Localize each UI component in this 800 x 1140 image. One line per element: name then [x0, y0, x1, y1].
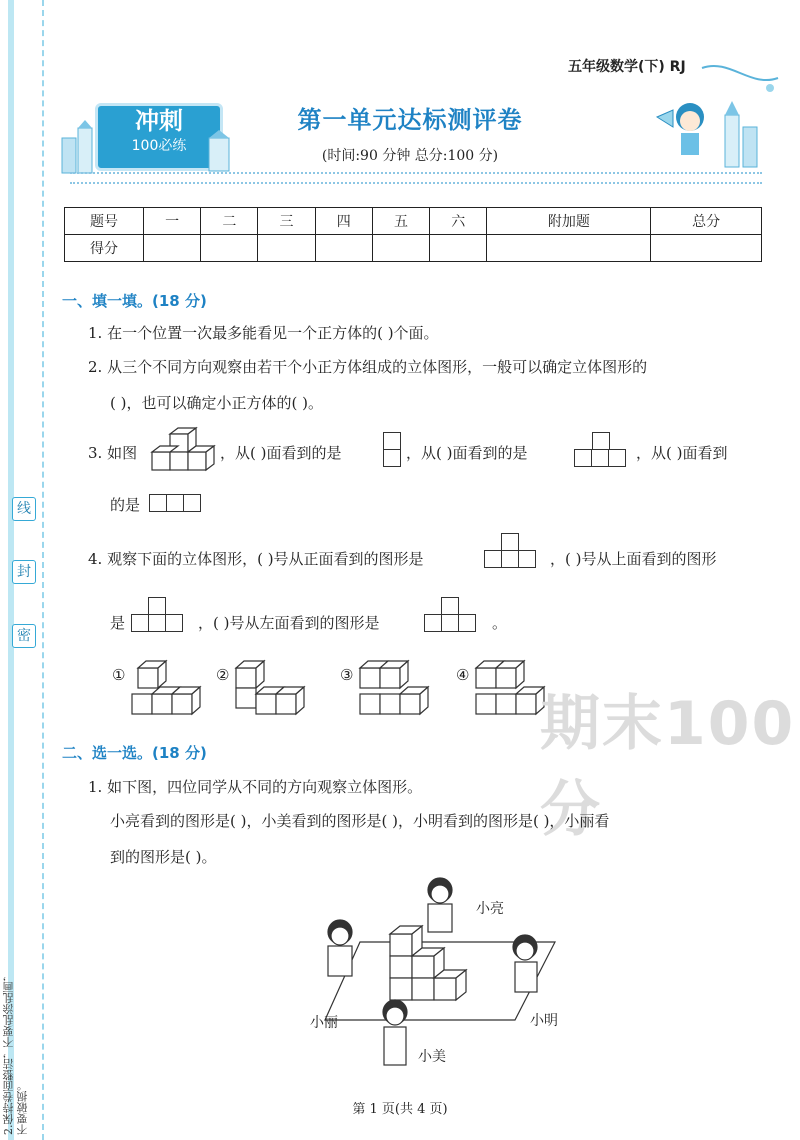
question-4-part: ，( )号从左面看到的图形是	[198, 614, 380, 632]
table-cell: 二	[201, 208, 258, 235]
label-xiaomei: 小美	[418, 1049, 446, 1065]
score-input-cell[interactable]	[430, 235, 487, 262]
label-xiaoliang: 小亮	[476, 901, 504, 917]
score-input-cell[interactable]	[201, 235, 258, 262]
question-3-intro: 3. 如图	[88, 444, 138, 462]
page-title: 第一单元达标测评卷	[297, 106, 523, 134]
seal-char: 封	[12, 560, 36, 584]
binding-strip	[0, 0, 44, 1140]
building-icon	[58, 120, 98, 175]
question-4-part: 是	[110, 614, 126, 632]
cube-figure-2	[232, 656, 322, 721]
question-3-part: ，从( )面看到的是	[406, 444, 528, 462]
exam-meta: (时间:90 分钟 总分:100 分)	[321, 148, 499, 164]
score-input-cell[interactable]	[487, 235, 651, 262]
binding-note: 2.保持卷面整洁，不要乱涂乱画，不要破损。	[2, 970, 29, 1135]
section-heading: 二、选一选。(18 分)	[62, 744, 207, 762]
score-input-cell[interactable]	[258, 235, 315, 262]
observation-illustration	[300, 872, 580, 1072]
view-shape-figure	[384, 432, 401, 467]
figure-number: ③	[340, 666, 354, 684]
score-table	[64, 207, 762, 262]
figure-number: ②	[216, 666, 230, 684]
swirl-decoration-icon	[700, 58, 780, 98]
table-cell: 三	[258, 208, 315, 235]
badge-title: 冲刺	[135, 107, 183, 135]
view-shape-figure	[485, 533, 536, 568]
question-1: 1. 在一个位置一次最多能看见一个正方体的( )个面。	[88, 324, 439, 342]
child-with-megaphone-icon	[655, 95, 770, 175]
series-badge	[95, 103, 223, 171]
grade-label: 五年级数学(下) RJ	[568, 59, 686, 75]
cube-stack-figure	[148, 426, 218, 476]
figure-number: ①	[112, 666, 126, 684]
question-2-line1: 2. 从三个不同方向观察由若干个小正方体组成的立体图形，一般可以确定立体图形的	[88, 358, 648, 376]
question-3-part: 的是	[110, 496, 141, 514]
table-row	[65, 235, 762, 262]
figure-number: ④	[456, 666, 470, 684]
table-cell: 一	[144, 208, 201, 235]
table-cell: 五	[372, 208, 429, 235]
table-cell: 总分	[651, 208, 762, 235]
table-cell: 得分	[65, 235, 144, 262]
cube-figure-3	[356, 656, 446, 721]
question-1-line3: 到的图形是( )。	[110, 848, 217, 866]
table-cell: 四	[315, 208, 372, 235]
view-shape-figure	[132, 597, 183, 632]
question-1-line1: 1. 如下图，四位同学从不同的方向观察立体图形。	[88, 778, 423, 796]
section-heading: 一、填一填。(18 分)	[62, 292, 207, 310]
score-input-cell[interactable]	[144, 235, 201, 262]
table-cell: 附加题	[487, 208, 651, 235]
score-input-cell[interactable]	[372, 235, 429, 262]
question-4-part: 。	[492, 614, 508, 632]
table-cell: 六	[430, 208, 487, 235]
page-footer: 第 1 页(共 4 页)	[352, 1102, 448, 1117]
question-3-part: ，从( )面看到	[636, 444, 728, 462]
view-shape-figure	[425, 597, 476, 632]
table-cell: 题号	[65, 208, 144, 235]
score-input-cell[interactable]	[315, 235, 372, 262]
view-shape-figure	[150, 494, 201, 512]
table-row	[65, 208, 762, 235]
watermark: 期末100分	[540, 689, 796, 845]
score-input-cell[interactable]	[651, 235, 762, 262]
seal-char: 线	[12, 497, 36, 521]
cube-figure-1	[130, 656, 215, 721]
header-divider	[70, 172, 762, 184]
badge-subtitle: 100必练	[131, 138, 187, 154]
question-2-line2: ( )，也可以确定小正方体的( )。	[110, 394, 323, 412]
question-1-line2: 小亮看到的图形是( )，小美看到的图形是( )，小明看到的图形是( )，小丽看	[110, 812, 610, 830]
question-4-intro: 4. 观察下面的立体图形，( )号从正面看到的图形是	[88, 550, 424, 568]
label-xiaoming: 小明	[530, 1013, 558, 1029]
label-xiaoli: 小丽	[310, 1015, 338, 1031]
building-icon	[205, 128, 235, 173]
question-4-part: ，( )号从上面看到的图形	[550, 550, 717, 568]
question-3-part: ，从( )面看到的是	[220, 444, 342, 462]
seal-char: 密	[12, 624, 36, 648]
view-shape-figure	[575, 432, 626, 467]
